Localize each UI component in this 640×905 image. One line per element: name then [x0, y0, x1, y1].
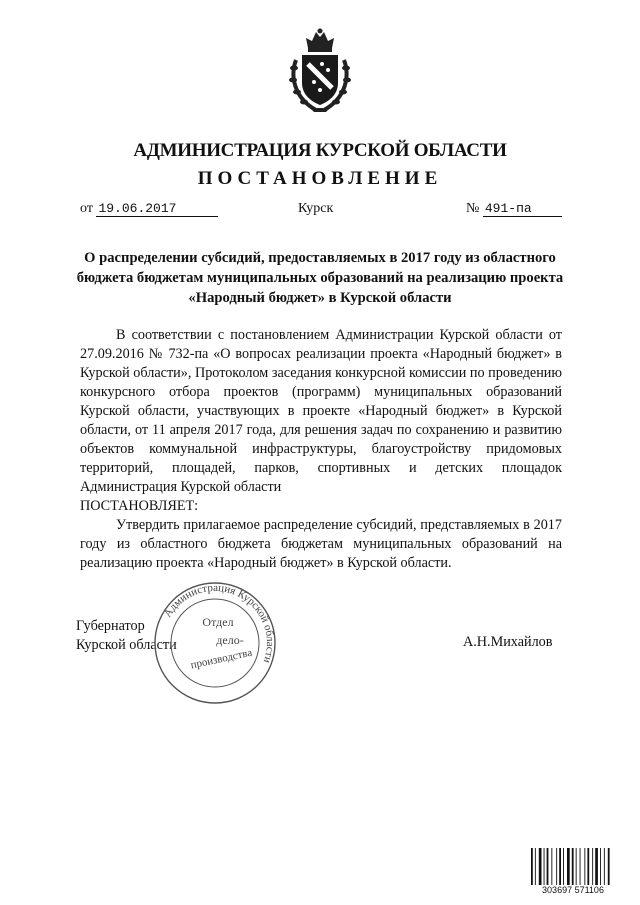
number-prefix: № — [466, 201, 480, 216]
barcode-number: 303697 571106 — [530, 885, 616, 895]
barcode-bar — [600, 848, 601, 886]
barcode-bar — [576, 848, 577, 886]
kursk-coat-of-arms-icon — [288, 28, 352, 114]
barcode-bar — [595, 848, 598, 886]
document-type: ПОСТАНОВЛЕНИЕ — [197, 168, 443, 189]
barcode-bar — [556, 848, 557, 886]
barcode-bar — [587, 848, 589, 886]
document-number — [466, 201, 562, 217]
barcode-bar — [584, 848, 585, 886]
signer-role-line-2: Курской области — [76, 637, 177, 653]
stamp-inner-line-3: производства — [189, 646, 254, 672]
barcode-bar — [559, 848, 561, 886]
body-paragraph-2: Утвердить прилагаемое распределение субсидий, представляемых в 2017 году из областного бюджета бюджетам муниципальных образований на реализацию проекта «Народный бюджет» в Курской области. — [80, 517, 562, 571]
stamp-inner-line-1: Отдел — [202, 615, 234, 629]
document-date — [80, 201, 218, 217]
organization-name: АДМИНИСТРАЦИЯ КУРСКОЙ ОБЛАСТИ — [133, 140, 507, 161]
barcode-bar — [535, 848, 536, 886]
barcode-bar — [531, 848, 533, 886]
barcode-bar — [563, 848, 564, 886]
barcode-bar — [547, 848, 549, 886]
barcode-bar — [567, 848, 570, 886]
barcode-bar — [608, 848, 610, 886]
date-prefix: от — [80, 201, 93, 216]
stamp-outer-text: Администрация Курской области — [161, 581, 277, 665]
document-body — [80, 326, 562, 573]
barcode-bar — [551, 848, 552, 886]
body-command: ПОСТАНОВЛЯЕТ: — [80, 498, 199, 514]
signer-role-line-1: Губернатор — [76, 618, 145, 634]
body-paragraph-1: В соответствии с постановлением Администрации Курской области от 27.09.2016 № 732-па «О вопросах реализации проекта «Народный бюджет» в Курской области», Протоколом заседания конкурсной комиссии по проведению конкурсного отбора проектов (программ) муниципальных образований Курской области, участвующих в проекте «Народный бюджет» в Курской области, от 11 апреля 2017 года, для решения задач по сохранению и развитию объектов коммунальной инфраструктуры, благоустройству придомовых территорий, площадей, парков, спортивных и детских площадок Администрация Курской области — [80, 327, 562, 495]
barcode-bar — [539, 848, 542, 886]
barcode-bar — [580, 848, 581, 886]
stamp-inner-line-2: дело- — [216, 633, 244, 647]
barcode-bar — [592, 848, 593, 886]
date-value: 19.06.2017 — [96, 201, 218, 217]
number-value: 491-па — [483, 201, 562, 217]
document-title: О распределении субсидий, предоставляемых в 2017 году из областного бюджета бюджетам муниципальных образований на реализацию проекта «Народный бюджет» в Курской области — [76, 250, 564, 306]
signer-name: А.Н.Михайлов — [463, 634, 553, 650]
barcode-bar — [572, 848, 574, 886]
document-city: Курск — [298, 201, 334, 216]
office-stamp — [150, 578, 280, 708]
barcode-bar — [544, 848, 545, 886]
barcode-bar — [604, 848, 605, 886]
